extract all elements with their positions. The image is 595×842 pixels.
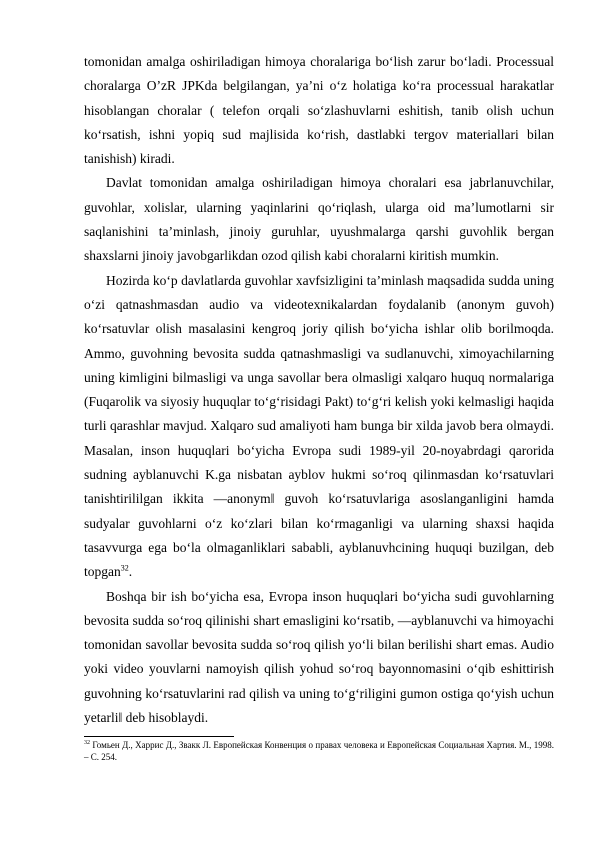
footnote-separator	[84, 736, 234, 737]
paragraph-3-text: Hozirda ko‘p davlatlarda guvohlar xavfsizligini ta’minlash maqsadida sudda uning o‘zi qatnashmasdan audio va videotexnikalardan foydalanib (anonym guvoh) ko‘rsatuvlar olish masalasini kengroq joriy qilish bo‘yicha ishlar olib borilmoqda. Ammo, guvohning bevosita sudda qatnashmasligi va sudlanuvchi, ximoyachilarning uning kimligini bilmasligi va unga savollar bera olmasligi xalqaro huquq normalariga (Fuqarolik va siyosiy huquqlar to‘g‘risidagi Pakt) to‘g‘ri kelish yoki kelmasligi haqida turli qarashlar mavjud. Xalqaro sud amaliyoti ham bunga bir xilda javob bera olmaydi. Masalan, inson huquqlari bo‘yicha Evropa sudi 1989-yil 20-noyabrdagi qarorida sudning ayblanuvchi K.ga nisbatan ayblov hukmi so‘roq qilinmasdan ko‘rsatuvlari tanishtirililgan ikkita ―anonym‖ guvoh ko‘rsatuvlariga asoslanganligini hamda sudyalar guvohlarni o‘z ko‘zlari bilan ko‘rmaganligi va ularning shaxsi haqida tasavvurga ega bo‘la olmaganliklari sababli, ayblanuvhcining huquqi buzilgan, deb topgan	[84, 272, 554, 580]
footnote	[84, 740, 554, 763]
paragraph-1: tomonidan amalga oshiriladigan himoya choralariga bo‘lish zarur bo‘ladi. Processual choralarga O’zR JPKda belgilangan, ya’ni o‘z holatiga ko‘ra processual harakatlar hisoblangan choralar ( telefon orqali so‘zlashuvlarni eshitish, tanib olish uchun ko‘rsatish, ishni yopiq sud majlisida ko‘rish, dastlabki tergov materiallari bilan tanishish) kiradi.	[84, 54, 554, 167]
footnote-text: Гомьен Д., Харрис Д., Звакк Л. Европейская Конвенция о правах человека и Европейская Социальная Хартия. М., 1998. – С. 254.	[84, 740, 555, 762]
paragraph-3	[84, 269, 554, 585]
paragraph-4: Boshqa bir ish bo‘yicha esa, Evropa inson huquqlari bo‘yicha sudi guvohlarning bevosita sudda so‘roq qilinishi shart emasligini ko‘rsatib, ―ayblanuvchi va himoyachi tomonidan savollar bevosita sudda so‘roq qilish yo‘li bilan berilishi shart emas. Audio yoki video youvlarni namoyish qilish yohud so‘roq bayonnomasini o‘qib eshittirish guvohning ko‘rsatuvlarini rad qilish va uning to‘g‘riligini gumon ostiga qo‘yish uchun yetarli‖ deb hisoblaydi.	[84, 588, 554, 726]
footnote-number: 32	[84, 740, 90, 746]
footnote-reference: 32	[120, 563, 129, 573]
paragraph-3-period: .	[128, 564, 133, 580]
document-body	[84, 50, 554, 730]
paragraph-2: Davlat tomonidan amalga oshiriladigan himoya choralari esa jabrlanuvchilar, guvohlar, xolislar, ularning yaqinlarini qo‘riqlash, ularga oid ma’lumotlarni sir saqlanishini ta’minlash, jinoiy guruhlar, uyushmalarga qarshi guvohlik bergan shaxslarni jinoiy javobgarlikdan ozod qilish kabi choralarni kiritish mumkin.	[84, 175, 554, 264]
